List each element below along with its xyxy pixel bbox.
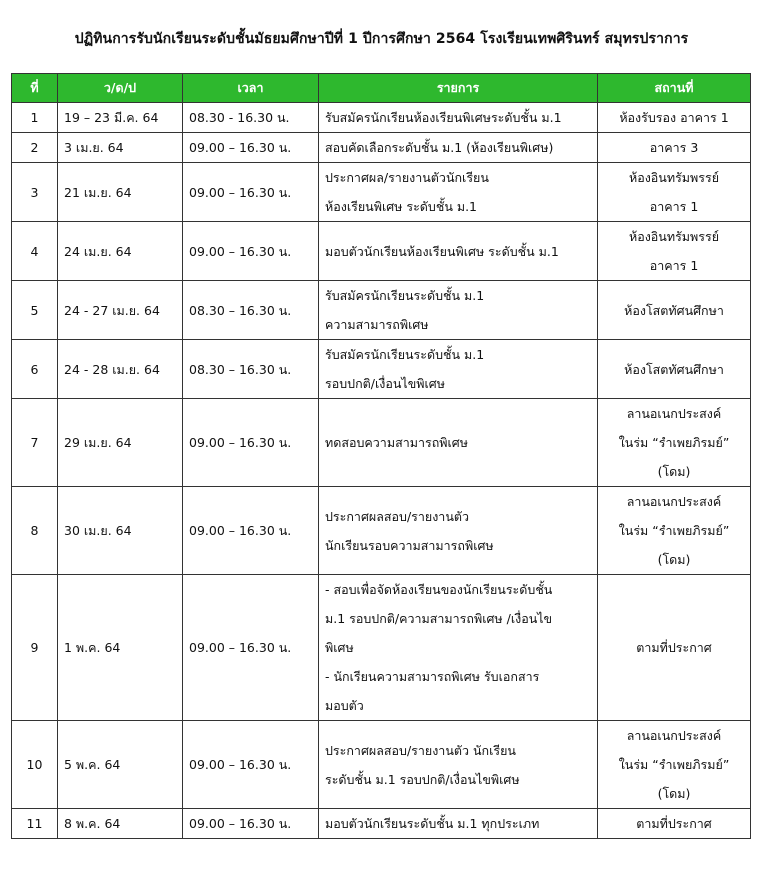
cell-date: 5 พ.ค. 64 xyxy=(58,721,183,809)
place-line: ห้องอินทรัมพรรย์ xyxy=(628,229,720,244)
header-time: เวลา xyxy=(183,74,319,103)
cell-date: 19 – 23 มี.ค. 64 xyxy=(58,103,183,133)
cell-no: 3 xyxy=(12,163,58,222)
cell-no: 8 xyxy=(12,487,58,575)
cell-place xyxy=(598,575,751,721)
place-line: ในร่ม “รำเพยภิรมย์” xyxy=(618,523,730,538)
cell-date: 24 เม.ย. 64 xyxy=(58,222,183,281)
place-line: อาคาร 1 xyxy=(649,258,699,273)
item-line: มอบตัว xyxy=(325,698,364,713)
place-line: ตามที่ประกาศ xyxy=(636,640,712,655)
item-line: ม.1 รอบปกติ/ความสามารถพิเศษ /เงื่อนไข xyxy=(325,611,553,626)
cell-time: 09.00 – 16.30 น. xyxy=(183,133,319,163)
place-line: ห้องรับรอง อาคาร 1 xyxy=(619,110,729,125)
cell-date: 21 เม.ย. 64 xyxy=(58,163,183,222)
item-line: ความสามารถพิเศษ xyxy=(325,317,429,332)
place-line: ห้องโสตทัศนศึกษา xyxy=(624,361,724,377)
place-line: (โดม) xyxy=(657,552,691,567)
cell-date: 29 เม.ย. 64 xyxy=(58,399,183,487)
cell-item xyxy=(319,103,598,133)
cell-item xyxy=(319,222,598,281)
cell-place xyxy=(598,281,751,340)
table-row xyxy=(12,133,751,163)
item-line: รับสมัครนักเรียนระดับชั้น ม.1 xyxy=(325,288,485,303)
table-row xyxy=(12,487,751,575)
item-line: พิเศษ xyxy=(325,640,354,655)
cell-place xyxy=(598,721,751,809)
table-row xyxy=(12,281,751,340)
item-line: - นักเรียนความสามารถพิเศษ รับเอกสาร xyxy=(325,669,540,684)
place-line: (โดม) xyxy=(657,464,691,479)
cell-place xyxy=(598,222,751,281)
cell-date: 24 - 27 เม.ย. 64 xyxy=(58,281,183,340)
item-line: นักเรียนรอบความสามารถพิเศษ xyxy=(325,537,494,553)
place-line: อาคาร 3 xyxy=(649,140,699,155)
item-line: ประกาศผลสอบ/รายงานตัว นักเรียน xyxy=(325,742,516,758)
cell-time: 09.00 – 16.30 น. xyxy=(183,163,319,222)
place-line: ลานอเนกประสงค์ xyxy=(626,728,722,743)
cell-time: 08.30 – 16.30 น. xyxy=(183,281,319,340)
item-line: รอบปกติ/เงื่อนไขพิเศษ xyxy=(325,376,445,391)
cell-time: 09.00 – 16.30 น. xyxy=(183,575,319,721)
cell-place xyxy=(598,163,751,222)
cell-item xyxy=(319,281,598,340)
cell-time: 09.00 – 16.30 น. xyxy=(183,809,319,839)
place-line: ในร่ม “รำเพยภิรมย์” xyxy=(618,435,730,450)
cell-date: 24 - 28 เม.ย. 64 xyxy=(58,340,183,399)
cell-time: 09.00 – 16.30 น. xyxy=(183,399,319,487)
table-row xyxy=(12,575,751,721)
cell-no: 2 xyxy=(12,133,58,163)
place-line: ห้องโสตทัศนศึกษา xyxy=(624,302,724,318)
cell-item xyxy=(319,721,598,809)
cell-item xyxy=(319,575,598,721)
cell-no: 6 xyxy=(12,340,58,399)
item-line: ประกาศผล/รายงานตัวนักเรียน xyxy=(325,170,489,185)
header-item: รายการ xyxy=(319,74,598,103)
item-line: มอบตัวนักเรียนระดับชั้น ม.1 ทุกประเภท xyxy=(325,816,540,831)
cell-item xyxy=(319,163,598,222)
place-line: ลานอเนกประสงค์ xyxy=(626,494,722,509)
table-row xyxy=(12,809,751,839)
cell-date: 1 พ.ค. 64 xyxy=(58,575,183,721)
place-line: ห้องอินทรัมพรรย์ xyxy=(628,170,720,185)
cell-item xyxy=(319,487,598,575)
table-body xyxy=(12,103,751,839)
cell-time: 08.30 - 16.30 น. xyxy=(183,103,319,133)
cell-no: 7 xyxy=(12,399,58,487)
cell-item xyxy=(319,399,598,487)
table-row xyxy=(12,399,751,487)
cell-no: 1 xyxy=(12,103,58,133)
table-row xyxy=(12,163,751,222)
item-line: ทดสอบความสามารถพิเศษ xyxy=(325,435,468,450)
cell-no: 9 xyxy=(12,575,58,721)
cell-date: 30 เม.ย. 64 xyxy=(58,487,183,575)
schedule-table xyxy=(11,73,751,839)
table-header-row xyxy=(12,74,751,103)
item-line: สอบคัดเลือกระดับชั้น ม.1 (ห้องเรียนพิเศษ) xyxy=(325,140,554,155)
place-line: ลานอเนกประสงค์ xyxy=(626,406,722,421)
cell-date: 3 เม.ย. 64 xyxy=(58,133,183,163)
cell-place xyxy=(598,487,751,575)
cell-no: 10 xyxy=(12,721,58,809)
cell-place xyxy=(598,103,751,133)
table-row xyxy=(12,222,751,281)
document-title: ปฏิทินการรับนักเรียนระดับชั้นมัธยมศึกษาปีที่ 1 ปีการศึกษา 2564 โรงเรียนเทพศิรินทร์ สมุทรปราการ xyxy=(74,31,689,47)
item-line: ประกาศผลสอบ/รายงานตัว xyxy=(325,508,470,524)
place-line: ในร่ม “รำเพยภิรมย์” xyxy=(618,757,730,772)
cell-place xyxy=(598,399,751,487)
cell-date: 8 พ.ค. 64 xyxy=(58,809,183,839)
header-no: ที่ xyxy=(12,74,58,103)
item-line: ระดับชั้น ม.1 รอบปกติ/เงื่อนไขพิเศษ xyxy=(325,771,520,787)
cell-time: 09.00 – 16.30 น. xyxy=(183,487,319,575)
table-header xyxy=(12,74,751,103)
table-row xyxy=(12,340,751,399)
item-line: มอบตัวนักเรียนห้องเรียนพิเศษ ระดับชั้น ม.1 xyxy=(325,243,559,259)
place-line: อาคาร 1 xyxy=(649,199,699,214)
place-line: ตามที่ประกาศ xyxy=(636,816,712,831)
table-row xyxy=(12,103,751,133)
item-line: รับสมัครนักเรียนห้องเรียนพิเศษระดับชั้น ม.1 xyxy=(325,110,562,125)
item-line: - สอบเพื่อจัดห้องเรียนของนักเรียนระดับชั้น xyxy=(325,582,553,597)
cell-item xyxy=(319,340,598,399)
table-row xyxy=(12,721,751,809)
cell-no: 4 xyxy=(12,222,58,281)
cell-time: 08.30 – 16.30 น. xyxy=(183,340,319,399)
cell-item xyxy=(319,133,598,163)
cell-time: 09.00 – 16.30 น. xyxy=(183,222,319,281)
item-line: ห้องเรียนพิเศษ ระดับชั้น ม.1 xyxy=(325,199,478,214)
cell-no: 5 xyxy=(12,281,58,340)
cell-place xyxy=(598,809,751,839)
cell-item xyxy=(319,809,598,839)
item-line: รับสมัครนักเรียนระดับชั้น ม.1 xyxy=(325,347,485,362)
cell-no: 11 xyxy=(12,809,58,839)
header-date: ว/ด/ป xyxy=(58,74,183,103)
header-place: สถานที่ xyxy=(598,74,751,103)
cell-place xyxy=(598,133,751,163)
place-line: (โดม) xyxy=(657,786,691,801)
cell-time: 09.00 – 16.30 น. xyxy=(183,721,319,809)
cell-place xyxy=(598,340,751,399)
